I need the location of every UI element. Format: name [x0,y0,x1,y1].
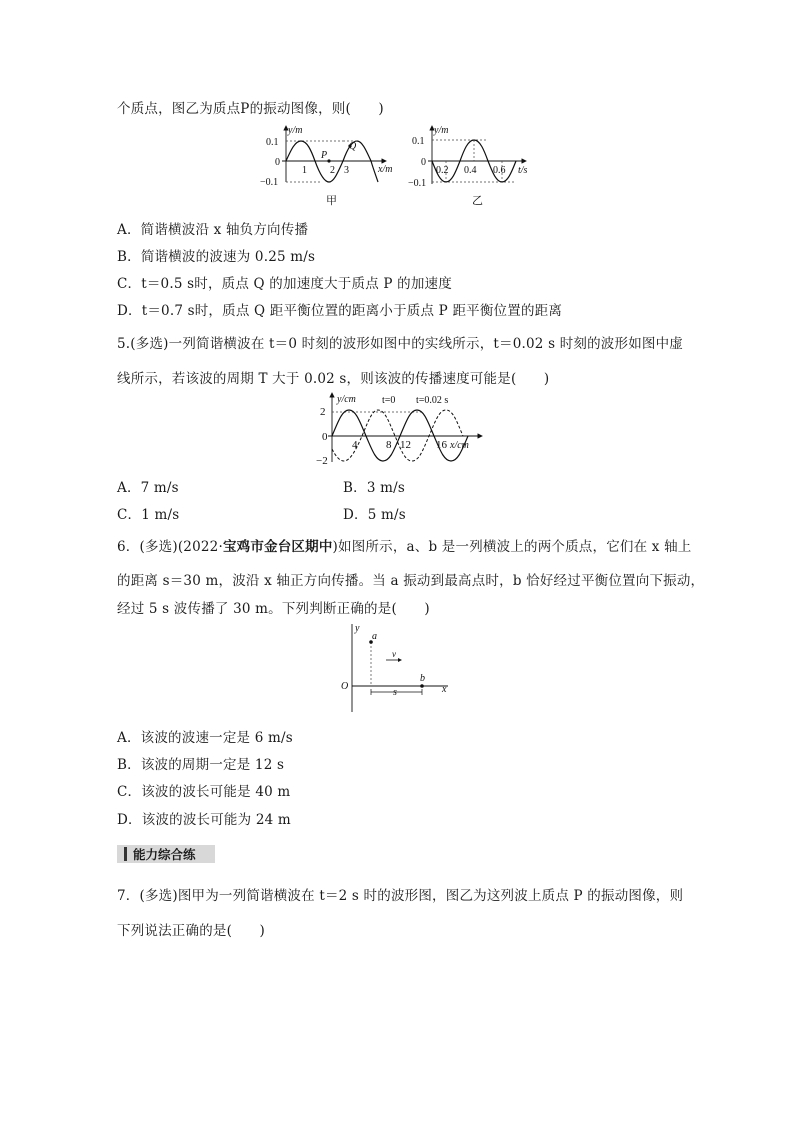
q6-label-b: b [420,673,425,684]
section-header [117,845,215,863]
q6-label-a: a [372,631,377,642]
figure-yi [408,122,548,208]
yi-ytop: 0.1 [412,136,425,147]
q6-x-label: x [442,684,447,695]
jia-xlabel: x/m [378,164,393,175]
q5-yzero: 0 [322,431,328,443]
yi-caption: 乙 [472,195,483,207]
q6-line3: 经过 5 s 波传播了 30 m。下列判断正确的是( ) [117,601,430,617]
jia-ybottom: −0.1 [260,177,279,188]
yi-tick-3: 0.6 [493,165,506,176]
jia-yzero: 0 [275,157,280,168]
q4-option-d: D．t＝0.7 s时，质点 Q 距平衡位置的距离小于质点 P 距平衡位置的距离 [117,303,563,319]
yi-tick-1: 0.2 [436,165,449,176]
jia-label-q: Q [349,141,357,152]
q5-ylabel: y/cm [337,394,356,405]
q6-option-b: B．该波的周期一定是 12 s [117,757,285,773]
jia-tick-1: 1 [302,165,307,176]
q4-option-c: C．t＝0.5 s时，质点 Q 的加速度大于质点 P 的加速度 [117,276,452,292]
q6-figure [336,620,454,716]
q5-xlabel: x/cm [450,440,469,451]
jia-ytop: 0.1 [266,137,279,148]
q6-source: 宝鸡市金台区期中 [222,539,333,555]
q5-option-a: A．7 m/s [117,480,179,496]
q6-line2: 的距离 s＝30 m，波沿 x 轴正方向传播。当 a 振动到最高点时，b 恰好经过平衡位置向下振动， [117,573,705,589]
yi-yzero: 0 [421,157,426,168]
q5-wave-dashed [332,410,463,461]
q5-ytop: 2 [320,406,326,418]
q5-wave-solid [332,410,468,461]
q4-stem: 个质点，图乙为质点P的振动图像，则( ) [117,101,384,117]
jia-caption: 甲 [326,195,337,207]
q5-tick-8: 8 [386,439,392,451]
q6-line1-prefix: 6．(多选)(2022· [117,539,223,555]
q5-option-c: C．1 m/s [117,507,180,523]
q5-tick-16: 16 [436,439,447,451]
q6-origin: O [341,681,349,692]
q7-line2: 下列说法正确的是( ) [117,923,265,939]
q5-option-d: D．5 m/s [343,507,406,523]
q5-tick-4: 4 [352,439,358,451]
q5-line1: 5.(多选)一列简谐横波在 t＝0 时刻的波形如图中的实线所示，t＝0.02 s 时刻的波形如图中虚 [117,336,684,352]
q5-ybottom: −2 [316,455,328,466]
q5-option-b: B．3 m/s [343,480,405,496]
q6-option-d: D．该波的波长可能为 24 m [117,812,291,828]
yi-tick-2: 0.4 [464,165,477,176]
q6-label-s: s [393,687,397,698]
yi-ylabel: y/m [434,125,449,136]
q7-line1: 7．(多选)图甲为一列简谐横波在 t＝2 s 时的波形图，图乙为这列波上质点 P 的振动图像，则 [117,888,684,904]
jia-label-p: P [321,150,328,161]
q5-line2: 线所示，若该波的周期 T 大于 0.02 s，则该波的传播速度可能是( ) [117,371,550,387]
q5-legend-solid: t=0 [382,395,396,406]
q6-label-v: v [392,649,396,659]
figure-jia [258,122,408,208]
q4-option-a: A．简谐横波沿 x 轴负方向传播 [117,222,309,238]
jia-tick-2: 2 [330,165,335,176]
section-title: 能力综合练 [133,847,196,862]
q5-figure [312,390,484,466]
q6-line1-suffix: )如图所示，a、b 是一列横波上的两个质点，它们在 x 轴上 [332,539,692,555]
q5-tick-12: 12 [400,439,411,451]
q6-option-a: A．该波的波速一定是 6 m/s [117,730,293,746]
q6-y-label: y [355,623,360,634]
q5-legend-dashed: t=0.02 s [416,395,449,406]
jia-tick-3: 3 [344,165,349,176]
q6-line1 [117,535,692,555]
section-marker [124,847,127,861]
yi-ybottom: −0.1 [408,178,427,189]
q6-option-c: C．该波的波长可能是 40 m [117,784,291,800]
jia-ylabel: y/m [288,125,303,136]
q4-option-b: B．简谐横波的波速为 0.25 m/s [117,249,316,265]
yi-xlabel: t/s [518,165,528,176]
